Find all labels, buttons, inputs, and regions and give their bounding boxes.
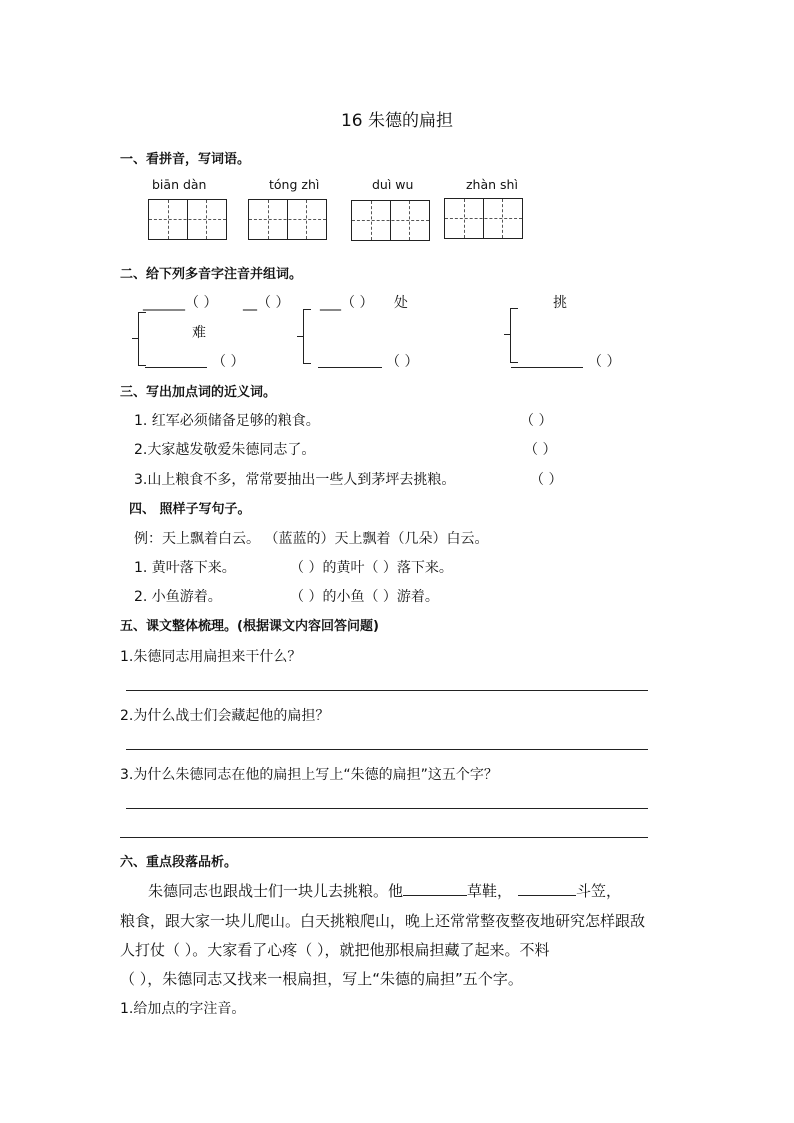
sentence-1-answer[interactable]: （ ）的黄叶（ ）落下来。 (290, 560, 453, 576)
comprehension-answer-3b[interactable] (120, 837, 648, 838)
passage-line-1-c: 斗笠， (576, 882, 622, 900)
char-tiao: 挑 (553, 295, 567, 311)
writing-grid-1[interactable] (148, 199, 227, 240)
example-sentence: 例：天上飘着白云。 （蓝蓝的）天上飘着（几朵）白云。 (134, 531, 489, 547)
polyphone-chu-blank-1[interactable]: ___（ ） (320, 295, 374, 311)
comprehension-q2: 2.为什么战士们会藏起他的扁担？ (120, 708, 330, 724)
passage-line-2: 粮食，跟大家一块儿爬山。白天挑粮爬山，晚上还常常整夜整夜地研究怎样跟敌 (120, 912, 646, 930)
comprehension-q1: 1.朱德同志用扁担来干什么？ (120, 649, 302, 665)
brace-3-tip (504, 334, 510, 335)
brace-3 (510, 308, 518, 363)
passage-line-1-b: 草鞋， (467, 882, 513, 900)
section-2-heading: 二、给下列多音字注音并组词。 (120, 267, 303, 282)
comprehension-answer-1[interactable] (126, 690, 648, 691)
polyphone-2-blank-1[interactable]: __（ ） (243, 295, 290, 311)
passage-question-1: 1.给加点的字注音。 (120, 1001, 246, 1017)
brace-2 (303, 309, 311, 364)
pinyin-4: zhàn shì (466, 177, 518, 192)
polyphone-nan-blank-2[interactable] (145, 367, 207, 368)
synonym-item-2: 2.大家越发敬爱朱德同志了。 (134, 442, 316, 458)
section-1-heading: 一、看拼音，写词语。 (120, 152, 251, 167)
comprehension-q3: 3.为什么朱德同志在他的扁担上写上“朱德的扁担”这五个字？ (120, 767, 498, 783)
writing-grid-3[interactable] (351, 200, 430, 241)
page-title: 16 朱德的扁担 (340, 111, 454, 131)
passage-blank-1[interactable] (403, 895, 467, 896)
char-chu: 处 (394, 295, 408, 311)
section-3-heading: 三、写出加点词的近义词。 (120, 385, 277, 400)
section-6-heading: 六、重点段落品析。 (120, 855, 238, 870)
brace-2-tip (297, 336, 303, 337)
sentence-2-answer[interactable]: （ ）的小鱼（ ）游着。 (290, 589, 439, 605)
passage-line-4: （ ），朱德同志又找来一根扁担，写上“朱德的扁担”五个字。 (120, 970, 523, 988)
sentence-2-source: 2. 小鱼游着。 (134, 589, 222, 605)
polyphone-nan-blank-1[interactable]: ______（ ） (143, 295, 218, 311)
passage-line-1-a: 朱德同志也跟战士们一块儿去挑粮。他 (148, 882, 404, 900)
section-5-heading: 五、课文整体梳理。(根据课文内容回答问题) (120, 619, 379, 634)
writing-grid-4[interactable] (444, 198, 523, 239)
passage-blank-2[interactable] (518, 895, 576, 896)
synonym-answer-2[interactable]: （ ） (524, 442, 557, 458)
passage-line-1 (148, 880, 621, 901)
synonym-item-3: 3.山上粮食不多，常常要抽出一些人到茅坪去挑粮。 (134, 472, 456, 488)
synonym-answer-3[interactable]: （ ） (530, 472, 563, 488)
passage-line-3: 人打仗（ ）。大家看了心疼（ ），就把他那根扁担藏了起来。不料 (120, 941, 550, 959)
section-4-heading: 四、 照样子写句子。 (129, 502, 251, 517)
polyphone-tiao-paren-2[interactable]: （ ） (588, 354, 621, 370)
char-nan: 难 (192, 325, 206, 341)
synonym-answer-1[interactable]: （ ） (520, 413, 553, 429)
brace-1-tip (132, 338, 138, 339)
polyphone-chu-blank-2[interactable] (318, 367, 382, 368)
brace-1 (138, 312, 146, 366)
polyphone-chu-paren-2[interactable]: （ ） (386, 354, 419, 370)
polyphone-nan-paren-2[interactable]: （ ） (212, 354, 245, 370)
comprehension-answer-2[interactable] (126, 749, 648, 750)
writing-grid-2[interactable] (248, 199, 327, 240)
sentence-1-source: 1. 黄叶落下来。 (134, 560, 236, 576)
pinyin-1: biān dàn (152, 177, 207, 192)
pinyin-3: duì wu (372, 177, 414, 192)
pinyin-2: tóng zhì (269, 177, 320, 192)
polyphone-tiao-blank-2[interactable] (511, 367, 583, 368)
synonym-item-1: 1. 红军必须储备足够的粮食。 (134, 413, 320, 429)
comprehension-answer-3a[interactable] (126, 808, 648, 809)
